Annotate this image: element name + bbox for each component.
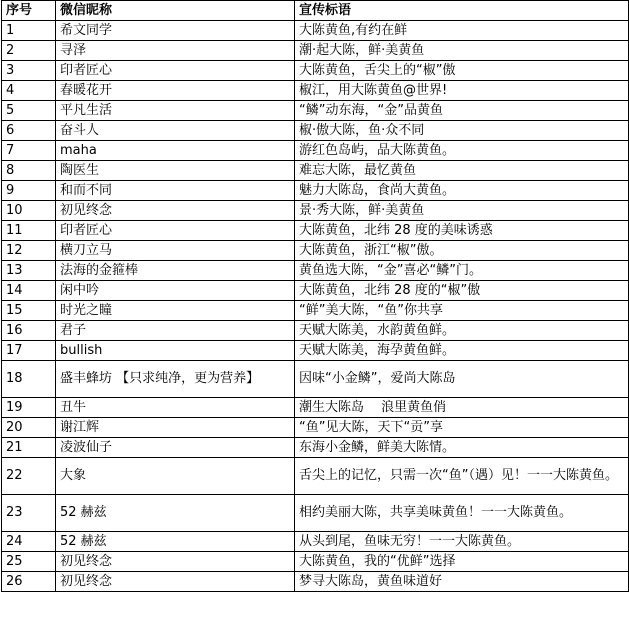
row-nickname: 陶医生	[56, 161, 295, 181]
table-row	[2, 361, 629, 398]
slogan-table	[1, 0, 629, 592]
row-nickname: 盛丰蜂坊 【只求纯净，更为营养】	[56, 361, 295, 398]
row-slogan: 大陈黄鱼,有约在鲜	[295, 21, 629, 41]
row-slogan: 潮生大陈岛 浪里黄鱼俏	[295, 398, 629, 418]
row-number: 16	[2, 321, 56, 341]
row-slogan: 黄鱼选大陈，“金”喜必“鳞”门。	[295, 261, 629, 281]
row-number: 23	[2, 495, 56, 532]
table-row	[2, 495, 629, 532]
table-row	[2, 341, 629, 361]
row-number: 10	[2, 201, 56, 221]
table-row	[2, 181, 629, 201]
row-slogan: 舌尖上的记忆，只需一次“鱼”（遇）见！一一大陈黄鱼。	[295, 458, 629, 495]
row-number: 1	[2, 21, 56, 41]
row-slogan: 大陈黄鱼，浙江“椒”傲。	[295, 241, 629, 261]
table-row	[2, 281, 629, 301]
row-number: 24	[2, 532, 56, 552]
row-nickname: 平凡生活	[56, 101, 295, 121]
row-number: 19	[2, 398, 56, 418]
row-number: 15	[2, 301, 56, 321]
table-row	[2, 301, 629, 321]
table-row	[2, 532, 629, 552]
row-number: 18	[2, 361, 56, 398]
row-nickname: 52 赫兹	[56, 532, 295, 552]
header-number: 序号	[2, 1, 56, 21]
row-nickname: 初见终念	[56, 201, 295, 221]
row-nickname: 横刀立马	[56, 241, 295, 261]
row-number: 5	[2, 101, 56, 121]
row-slogan: 游红色岛屿，品大陈黄鱼。	[295, 141, 629, 161]
row-slogan: 天赋大陈美，水韵黄鱼鲜。	[295, 321, 629, 341]
row-slogan: “鲜”美大陈，“鱼”你共享	[295, 301, 629, 321]
table-row	[2, 438, 629, 458]
table-row	[2, 321, 629, 341]
table-row	[2, 21, 629, 41]
row-number: 4	[2, 81, 56, 101]
table-row	[2, 101, 629, 121]
row-nickname: 52 赫兹	[56, 495, 295, 532]
table-row	[2, 221, 629, 241]
row-number: 25	[2, 552, 56, 572]
row-nickname: 印者匠心	[56, 61, 295, 81]
row-slogan: “鱼”见大陈，天下“贡”享	[295, 418, 629, 438]
row-slogan: 椒·傲大陈，鱼·众不同	[295, 121, 629, 141]
row-number: 21	[2, 438, 56, 458]
row-number: 13	[2, 261, 56, 281]
row-number: 2	[2, 41, 56, 61]
header-row	[2, 1, 629, 21]
table-row	[2, 141, 629, 161]
row-slogan: 难忘大陈，最忆黄鱼	[295, 161, 629, 181]
row-slogan: 相约美丽大陈，共享美味黄鱼！一一大陈黄鱼。	[295, 495, 629, 532]
row-number: 20	[2, 418, 56, 438]
row-nickname: 君子	[56, 321, 295, 341]
table-row	[2, 241, 629, 261]
row-number: 8	[2, 161, 56, 181]
row-nickname: 希文同学	[56, 21, 295, 41]
row-slogan: 从头到尾，鱼味无穷！一一大陈黄鱼。	[295, 532, 629, 552]
row-nickname: bullish	[56, 341, 295, 361]
row-nickname: 法海的金箍棒	[56, 261, 295, 281]
row-number: 26	[2, 572, 56, 592]
row-number: 17	[2, 341, 56, 361]
table-row	[2, 418, 629, 438]
row-slogan: 大陈黄鱼，北纬 28 度的“椒”傲	[295, 281, 629, 301]
row-slogan: 大陈黄鱼，北纬 28 度的美味诱惑	[295, 221, 629, 241]
row-nickname: 初见终念	[56, 572, 295, 592]
row-slogan: 大陈黄鱼，我的“优鲜”选择	[295, 552, 629, 572]
row-slogan: 潮·起大陈，鲜·美黄鱼	[295, 41, 629, 61]
row-slogan: 东海小金鳞，鲜美大陈情。	[295, 438, 629, 458]
row-slogan: 因味“小金鳞”，爱尚大陈岛	[295, 361, 629, 398]
row-number: 6	[2, 121, 56, 141]
row-number: 7	[2, 141, 56, 161]
row-nickname: 时光之瞳	[56, 301, 295, 321]
row-slogan: 梦寻大陈岛，黄鱼味道好	[295, 572, 629, 592]
row-nickname: 初见终念	[56, 552, 295, 572]
row-nickname: 闲中吟	[56, 281, 295, 301]
row-slogan: “鳞”动东海，“金”品黄鱼	[295, 101, 629, 121]
row-nickname: 和而不同	[56, 181, 295, 201]
table-row	[2, 41, 629, 61]
row-nickname: 寻泽	[56, 41, 295, 61]
table-row	[2, 552, 629, 572]
row-nickname: 凌波仙子	[56, 438, 295, 458]
header-nickname: 微信昵称	[56, 1, 295, 21]
row-nickname: 印者匠心	[56, 221, 295, 241]
table-row	[2, 161, 629, 181]
row-number: 12	[2, 241, 56, 261]
row-slogan: 景·秀大陈，鲜·美黄鱼	[295, 201, 629, 221]
table-row	[2, 458, 629, 495]
row-slogan: 魅力大陈岛，食尚大黄鱼。	[295, 181, 629, 201]
row-number: 3	[2, 61, 56, 81]
table-row	[2, 201, 629, 221]
row-number: 11	[2, 221, 56, 241]
row-nickname: 谢江辉	[56, 418, 295, 438]
table-row	[2, 398, 629, 418]
table-row	[2, 261, 629, 281]
table-row	[2, 61, 629, 81]
row-number: 9	[2, 181, 56, 201]
row-slogan: 椒江，用大陈黄鱼@世界!	[295, 81, 629, 101]
row-slogan: 天赋大陈美，海孕黄鱼鲜。	[295, 341, 629, 361]
table-row	[2, 121, 629, 141]
row-nickname: 春暖花开	[56, 81, 295, 101]
row-nickname: 丑牛	[56, 398, 295, 418]
row-nickname: 大象	[56, 458, 295, 495]
row-number: 22	[2, 458, 56, 495]
header-slogan: 宣传标语	[295, 1, 629, 21]
row-nickname: maha	[56, 141, 295, 161]
table-row	[2, 81, 629, 101]
row-number: 14	[2, 281, 56, 301]
table-row	[2, 572, 629, 592]
row-nickname: 奋斗人	[56, 121, 295, 141]
row-slogan: 大陈黄鱼，舌尖上的“椒”傲	[295, 61, 629, 81]
